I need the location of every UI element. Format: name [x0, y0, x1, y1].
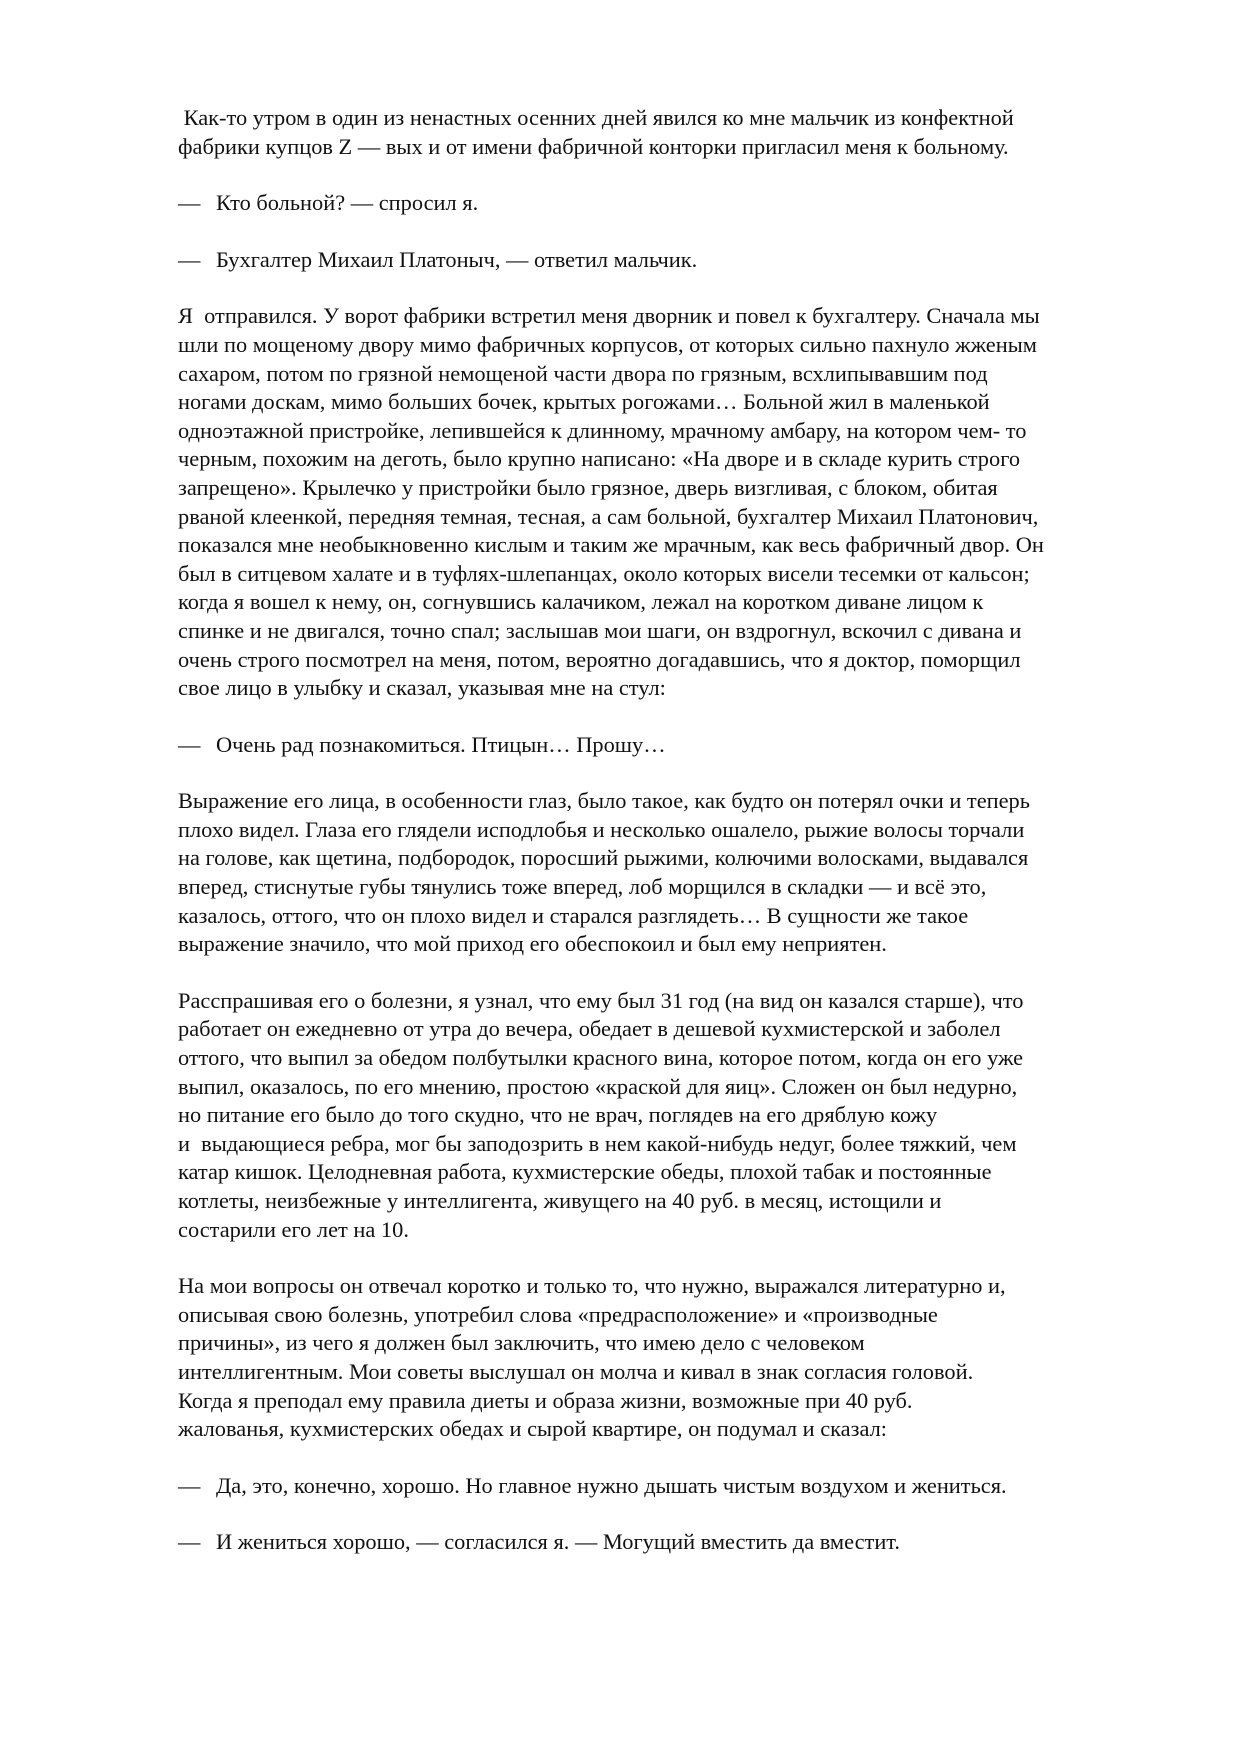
- dialog-line-accountant: [178, 246, 1168, 275]
- text-line: плохо видел. Глаза его глядели исподлобья и несколько ошалело, рыжие волосы торчали: [178, 816, 1025, 842]
- text-line: казалось, оттого, что он плохо видел и старался разглядеть… В сущности же такое: [178, 902, 969, 928]
- paragraph-intro: [178, 104, 1168, 161]
- text-line: Я отправился. У ворот фабрики встретил меня дворник и повел к бухгалтеру. Сначала мы: [178, 303, 1040, 329]
- text-line: Выражение его лица, в особенности глаз, было такое, как будто он потерял очки и теперь: [178, 788, 1030, 814]
- text-line: описывая свою болезнь, употребил слова «предрасположение» и «производные: [178, 1301, 938, 1327]
- dialog-line-marriage-advice: [178, 1472, 1168, 1501]
- dialog-dash: —: [178, 1472, 201, 1498]
- text-line: причины», из чего я должен был заключить, что имею дело с человеком: [178, 1330, 865, 1356]
- text-line: работает он ежедневно от утра до вечера, обедает в дешевой кухмистерской и заболел: [178, 1016, 1001, 1042]
- paragraph-illness-inquiry: [178, 987, 1168, 1244]
- dialog-text: И жениться хорошо, — согласился я. — Могущий вместить да вместит.: [216, 1529, 900, 1555]
- dialog-dash: —: [178, 190, 201, 216]
- text-line: состарили его лет на 10.: [178, 1216, 409, 1242]
- text-line: шли по мощеному двору мимо фабричных корпусов, от которых сильно пахнуло жженым: [178, 331, 1037, 357]
- dialog-line-agreement: [178, 1528, 1168, 1557]
- text-line: ногами доскам, мимо больших бочек, крытых рогожами… Больной жил в маленькой: [178, 389, 990, 415]
- dialog-line-who-is-sick: [178, 189, 1168, 218]
- text-line: выпил, оказалось, по его мнению, простою «краской для яиц». Сложен он был недурно,: [178, 1073, 1018, 1099]
- text-line: был в ситцевом халате и в туфлях-шлепанцах, около которых висели тесемки от кальсон;: [178, 560, 1030, 586]
- text-line: На мои вопросы он отвечал коротко и только то, что нужно, выражался литературно и,: [178, 1273, 1006, 1299]
- paragraph-answers: [178, 1272, 1168, 1444]
- text-line: жалованья, кухмистерских обедах и сырой квартире, он подумал и сказал:: [178, 1416, 887, 1442]
- dialog-text: Бухгалтер Михаил Платоныч, — ответил мальчик.: [216, 246, 698, 272]
- text-line: спинке и не двигался, точно спал; заслышав мои шаги, он вздрогнул, вскочил с дивана и: [178, 617, 1022, 643]
- text-line: очень строго посмотрел на меня, потом, вероятно догадавшись, что я доктор, поморщил: [178, 646, 1021, 672]
- dialog-text: Очень рад познакомиться. Птицын… Прошу…: [216, 731, 666, 757]
- text-line: вперед, стиснутые губы тянулись тоже вперед, лоб морщился в складки — и всё это,: [178, 874, 987, 900]
- text-line: на голове, как щетина, подбородок, поросший рыжими, колючими волосками, выдавался: [178, 845, 1029, 871]
- text-line: Как-то утром в один из ненастных осенних дней явился ко мне мальчик из конфектной: [178, 105, 1014, 130]
- dialog-dash: —: [178, 731, 201, 757]
- text-line: и выдающиеся ребра, мог бы заподозрить в нем какой-нибудь недуг, более тяжкий, чем: [178, 1130, 1017, 1156]
- text-line: одноэтажной пристройке, лепившейся к длинному, мрачному амбару, на котором чем- то: [178, 417, 1027, 443]
- dialog-dash: —: [178, 246, 201, 272]
- paragraph-face-description: [178, 787, 1168, 959]
- dialog-line-greeting: [178, 731, 1168, 760]
- dialog-text: Кто больной? — спросил я.: [216, 190, 479, 216]
- text-line: когда я вошел к нему, он, согнувшись калачиком, лежал на коротком диване лицом к: [178, 589, 984, 615]
- text-line: но питание его было до того скудно, что не врач, поглядев на его дряблую кожу: [178, 1102, 938, 1128]
- text-line: рваной клеенкой, передняя темная, тесная, а сам больной, бухгалтер Михаил Платонович,: [178, 503, 1039, 529]
- text-line: катар кишок. Целодневная работа, кухмистерские обеды, плохой табак и постоянные: [178, 1159, 992, 1185]
- text-line: котлеты, неизбежные у интеллигента, живущего на 40 руб. в месяц, истощили и: [178, 1188, 942, 1213]
- text-line: сахаром, потом по грязной немощеной части двора по грязным, всхлипывавшим под: [178, 360, 988, 386]
- text-line: Когда я преподал ему правила диеты и образа жизни, возможные при 40 руб.: [178, 1387, 913, 1413]
- text-line: фабрики купцов Z — вых и от имени фабричной конторки пригласил меня к больному.: [178, 133, 1009, 159]
- text-line: интеллигентным. Мои советы выслушал он молча и кивал в знак согласия головой.: [178, 1358, 974, 1384]
- dialog-text: Да, это, конечно, хорошо. Но главное нужно дышать чистым воздухом и жениться.: [216, 1472, 1007, 1498]
- text-line: запрещено». Крылечко у пристройки было грязное, дверь визгливая, с блоком, обитая: [178, 474, 998, 500]
- paragraph-factory-visit: [178, 302, 1168, 702]
- dialog-dash: —: [178, 1529, 201, 1555]
- text-line: показался мне необыкновенно кислым и таким же мрачным, как весь фабричный двор. Он: [178, 532, 1044, 558]
- text-line: черным, похожим на деготь, было крупно написано: «На дворе и в складе курить строго: [178, 446, 1021, 472]
- text-line: выражение значило, что мой приход его обеспокоил и был ему неприятен.: [178, 931, 887, 957]
- text-line: оттого, что выпил за обедом полбутылки красного вина, которое потом, когда он его уже: [178, 1045, 1024, 1071]
- text-line: Расспрашивая его о болезни, я узнал, что ему был 31 год (на вид он казался старше), что: [178, 987, 1024, 1013]
- document-page: [178, 104, 1168, 1585]
- text-line: свое лицо в улыбку и сказал, указывая мне на стул:: [178, 675, 666, 701]
